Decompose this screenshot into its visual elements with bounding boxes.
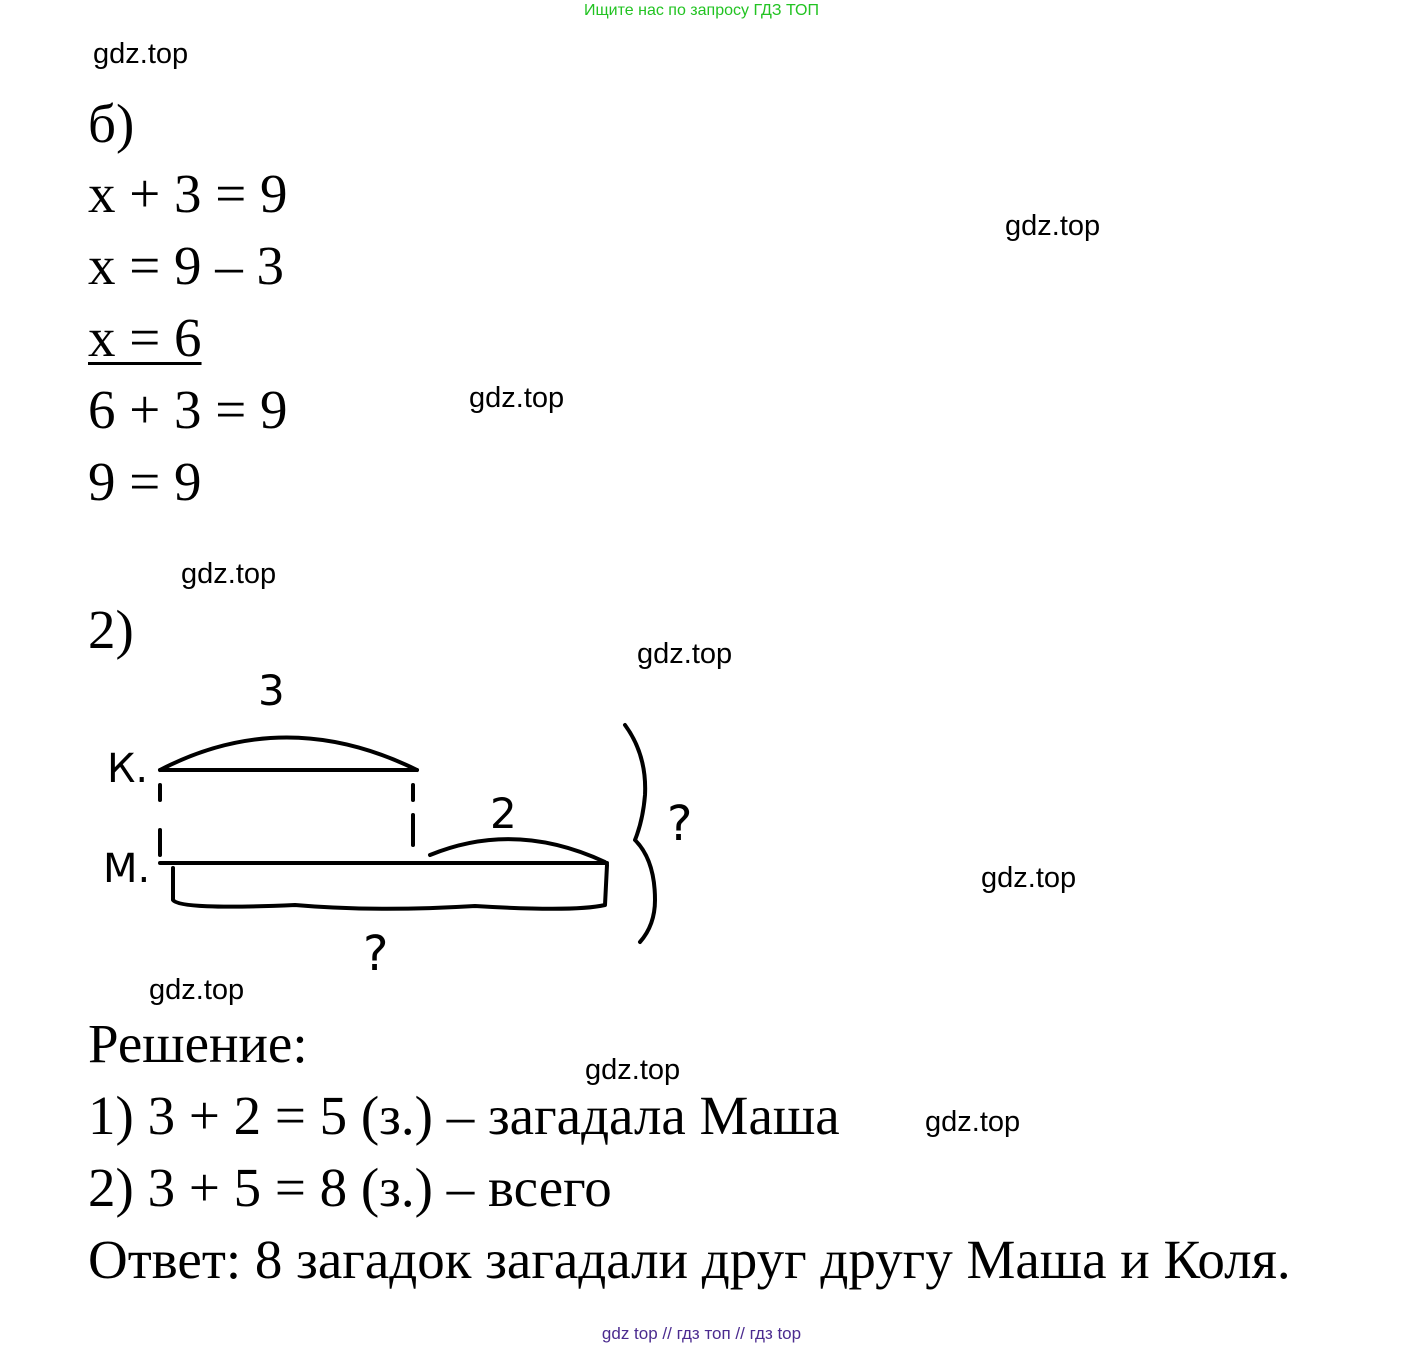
m-extra-arc (430, 839, 605, 862)
k-label: К. (107, 746, 149, 792)
watermark: gdz.top (181, 558, 277, 590)
equation-line: x + 3 = 9 (88, 163, 288, 224)
solution-step: 1) 3 + 2 = 5 (з.) – загадала Маша (88, 1085, 840, 1146)
check-line: 6 + 3 = 9 (88, 379, 288, 440)
watermark: gdz.top (585, 1054, 681, 1086)
watermark: gdz.top (149, 974, 245, 1006)
total-brace (625, 725, 655, 942)
total-question: ? (667, 796, 693, 852)
watermark: gdz.top (637, 638, 733, 670)
watermark: gdz.top (1005, 210, 1101, 242)
solution-heading: Решение: (88, 1013, 308, 1074)
answer-line: Ответ: 8 загадок загадали друг другу Маша и Коля. (88, 1229, 1291, 1290)
equation-result: x = 6 (88, 307, 202, 368)
m-label: М. (103, 846, 151, 892)
watermark: gdz.top (469, 382, 565, 414)
k-arc (160, 738, 417, 771)
watermark: gdz.top (93, 38, 189, 70)
top-banner: Ищите нас по запросу ГДЗ ТОП (584, 2, 819, 19)
watermark: gdz.top (925, 1106, 1021, 1138)
watermark: gdz.top (981, 862, 1077, 894)
part-b-label: б) (88, 93, 135, 154)
check-line: 9 = 9 (88, 451, 202, 512)
solution-step: 2) 3 + 5 = 8 (з.) – всего (88, 1157, 612, 1218)
k-value-label: 3 (258, 666, 285, 715)
segment-diagram (95, 660, 715, 1000)
footer-watermark: gdz top // гдз топ // гдз top (601, 1324, 802, 1343)
m-brace (173, 865, 607, 909)
m-extra-label: 2 (490, 789, 517, 838)
m-question: ? (363, 926, 389, 982)
equation-line: x = 9 – 3 (88, 235, 285, 296)
part-2-label: 2) (88, 599, 134, 660)
